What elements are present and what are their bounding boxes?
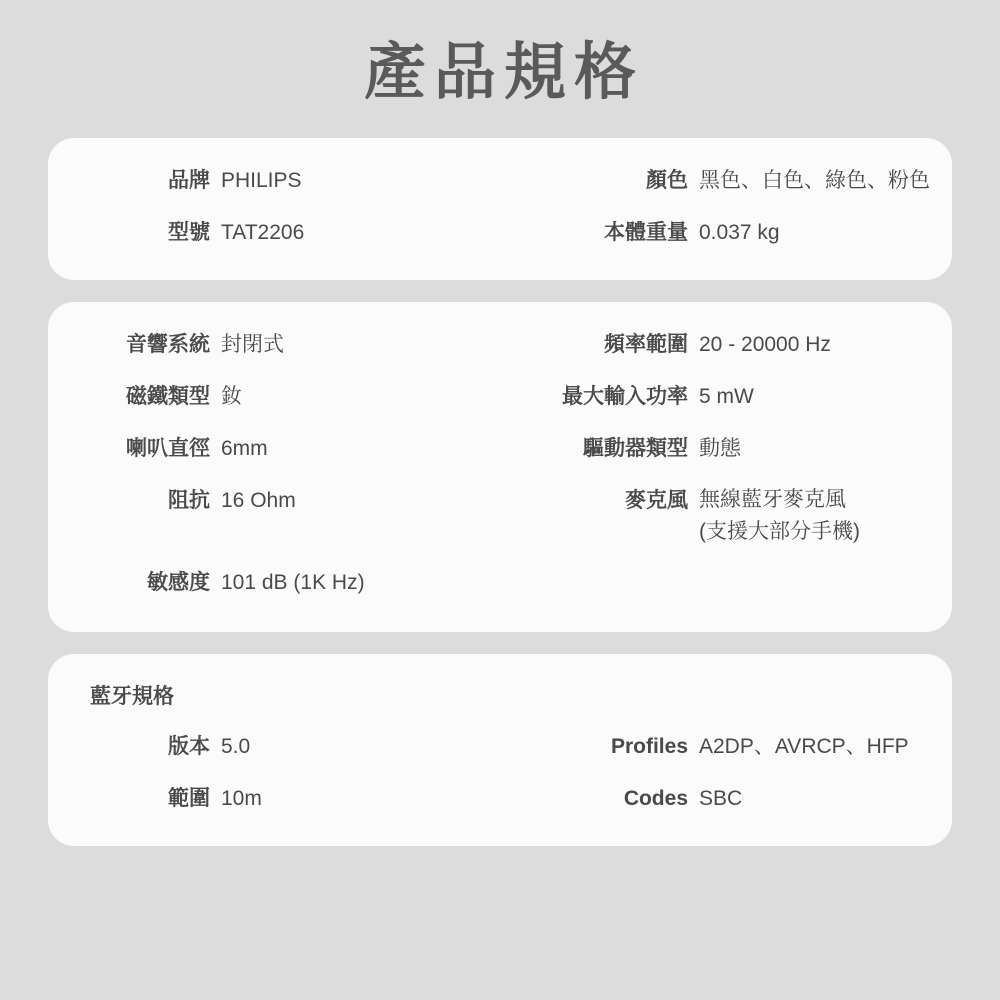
spec-value-group <box>688 484 860 548</box>
spec-value: 動態 <box>699 437 741 460</box>
row-spacer <box>48 548 952 566</box>
page-title: 產品規格 <box>363 38 644 107</box>
spec-label: 麥克風 <box>625 489 688 512</box>
spec-value: 16 Ohm <box>221 489 296 512</box>
spec-label: Profiles <box>610 735 688 758</box>
row-spacer <box>48 764 952 782</box>
spec-cell-impedance <box>48 484 500 548</box>
spec-cell-version <box>48 730 500 764</box>
spec-label: 最大輸入功率 <box>562 385 688 408</box>
section-heading-bluetooth: 藍牙規格 <box>90 685 174 708</box>
spec-cell-brand <box>48 164 500 198</box>
spec-row <box>48 484 952 548</box>
spec-cell-max-input-power <box>500 380 952 414</box>
spec-value: 101 dB (1K Hz) <box>221 571 365 594</box>
spec-cell-magnet-type <box>48 380 500 414</box>
spec-row <box>48 328 952 362</box>
row-spacer <box>48 414 952 432</box>
spec-label: 敏感度 <box>147 571 210 594</box>
spec-cell-sensitivity <box>48 566 500 600</box>
spec-cell-driver-type <box>500 432 952 466</box>
spec-value <box>688 566 699 600</box>
spec-label <box>510 566 688 600</box>
spec-value: SBC <box>699 787 743 810</box>
spec-value: TAT2206 <box>221 221 305 244</box>
spec-label: 阻抗 <box>168 489 210 512</box>
spec-cell-range <box>48 782 500 816</box>
spec-cell-microphone <box>500 484 952 548</box>
spec-label: 驅動器類型 <box>583 437 688 460</box>
spec-value: 10m <box>221 787 262 810</box>
spec-value: 釹 <box>221 385 242 408</box>
row-spacer <box>48 198 952 216</box>
spec-row <box>48 782 952 816</box>
spec-value: 封閉式 <box>221 333 284 356</box>
spec-cell-empty <box>500 566 952 600</box>
spec-label: 磁鐵類型 <box>126 385 210 408</box>
spec-label: 頻率範圍 <box>604 333 688 356</box>
spec-card-audio <box>48 302 952 632</box>
spec-row <box>48 164 952 198</box>
spec-card-basic <box>48 138 952 280</box>
spec-row <box>48 730 952 764</box>
spec-cell-model <box>48 216 500 250</box>
spec-cell-frequency-range <box>500 328 952 362</box>
spec-cell-weight <box>500 216 952 250</box>
spec-label: 顏色 <box>646 169 688 192</box>
spec-row <box>48 380 952 414</box>
spec-label: 型號 <box>168 221 210 244</box>
row-spacer <box>48 362 952 380</box>
spec-label: 版本 <box>168 735 210 758</box>
spec-card-bluetooth <box>48 654 952 846</box>
spec-value: A2DP、AVRCP、HFP <box>699 735 909 758</box>
spec-label: 喇叭直徑 <box>126 437 210 460</box>
spec-cell-speaker-diameter <box>48 432 500 466</box>
spec-value: 20 - 20000 Hz <box>699 333 831 356</box>
spec-value: 黑色、白色、綠色、粉色 <box>699 169 930 192</box>
spec-value-note: (支援大部分手機) <box>699 520 860 543</box>
spec-label: Codes <box>623 787 688 810</box>
spec-value: 無線藍牙麥克風 <box>699 488 846 511</box>
spec-cell-codes <box>500 782 952 816</box>
spec-row <box>48 432 952 466</box>
spec-value: 0.037 kg <box>699 221 780 244</box>
spec-label: 品牌 <box>168 169 210 192</box>
spec-value: 5 mW <box>699 385 754 408</box>
spec-value: 6mm <box>221 437 268 460</box>
spec-value: 5.0 <box>221 735 251 758</box>
spec-label: 本體重量 <box>604 221 688 244</box>
spec-cell-profiles <box>500 730 952 764</box>
spec-cell-color <box>500 164 952 198</box>
spec-value: PHILIPS <box>221 169 302 192</box>
spec-label: 範圍 <box>168 787 210 810</box>
spec-row <box>48 566 952 600</box>
row-spacer <box>48 466 952 484</box>
spec-cell-acoustic-system <box>48 328 500 362</box>
spec-row <box>48 216 952 250</box>
spec-label: 音響系統 <box>126 333 210 356</box>
